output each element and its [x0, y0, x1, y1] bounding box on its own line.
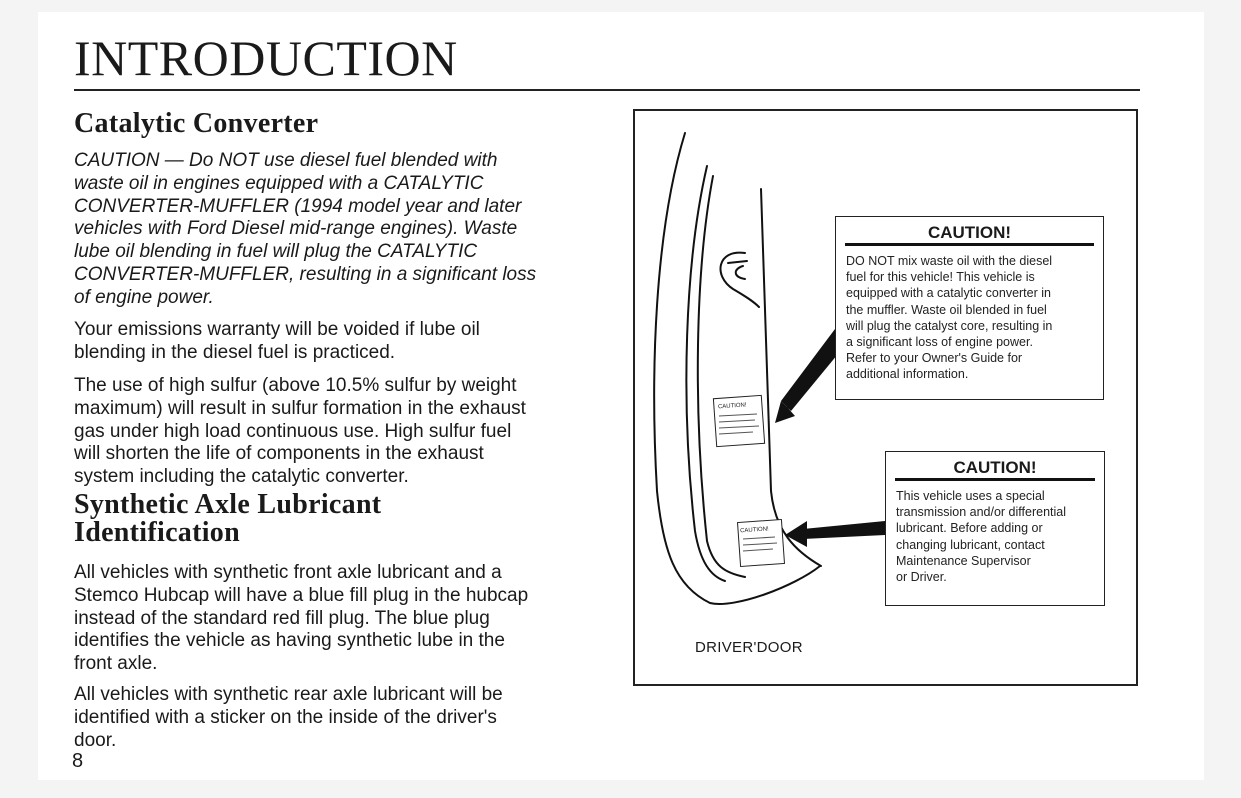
driver-door-figure — [633, 109, 1138, 686]
text-line: All vehicles with synthetic front axle lubricant and a — [74, 562, 502, 583]
text-line: Stemco Hubcap will have a blue fill plug in the hubcap — [74, 584, 529, 606]
front-axle-paragraph — [74, 562, 594, 676]
text-line: CAUTION — Do NOT use diesel fuel blended with — [74, 150, 498, 171]
text-line: fuel for this vehicle! This vehicle is — [846, 270, 1035, 285]
text-line: The use of high sulfur (above 10.5% sulfur by weight — [74, 375, 517, 396]
sticker-2-label: CAUTION! — [739, 526, 769, 535]
sticker-1-label: CAUTION! — [717, 402, 747, 411]
figure-label: DRIVER'DOOR — [695, 639, 803, 656]
heading-line: Synthetic Axle Lubricant — [74, 489, 382, 520]
text-line: the muffler. Waste oil blended in fuel — [846, 302, 1047, 317]
text-line: additional information. — [846, 367, 969, 382]
door-inner-edge-2 — [698, 176, 745, 577]
text-line: of engine power. — [74, 286, 214, 308]
text-line: system including the catalytic converter. — [74, 466, 409, 488]
text-line: instead of the standard red fill plug. The blue plug — [74, 607, 490, 629]
text-line: front axle. — [74, 653, 158, 675]
caution-text — [886, 481, 1104, 585]
text-line: waste oil in engines equipped with a CATALYTIC — [74, 172, 484, 194]
heading-line: Identification — [74, 517, 240, 548]
text-line: door. — [74, 729, 117, 751]
door-handle-inner — [736, 266, 745, 279]
rear-axle-paragraph — [74, 684, 594, 752]
text-line: lube oil blending in fuel will plug the CATALYTIC — [74, 241, 478, 263]
text-line: transmission and/or differential — [896, 505, 1066, 520]
caution-title: CAUTION! — [953, 458, 1037, 477]
warranty-paragraph — [74, 319, 594, 365]
catalytic-caution-paragraph — [74, 150, 594, 310]
text-line: DO NOT mix waste oil with the diesel — [846, 254, 1053, 268]
caution-box-catalytic — [835, 216, 1104, 400]
door-handle-top — [728, 261, 747, 263]
text-line: maximum) will result in sulfur formation in the exhaust — [74, 397, 526, 419]
text-line: will plug the catalyst core, resulting in — [846, 318, 1053, 333]
page-number: 8 — [72, 750, 84, 772]
text-line: or Driver. — [896, 570, 947, 585]
page-title: INTRODUCTION — [74, 30, 458, 86]
text-line: lubricant. Before adding or — [896, 521, 1043, 536]
text-line: CONVERTER-MUFFLER (1994 model year and later — [74, 195, 522, 217]
text-line: All vehicles with synthetic rear axle lubricant will be — [74, 684, 503, 705]
catalytic-heading: Catalytic Converter — [74, 108, 319, 139]
text-line: a significant loss of engine power. — [846, 335, 1033, 350]
text-line: changing lubricant, contact — [896, 537, 1045, 552]
text-line: This vehicle uses a special — [896, 489, 1045, 503]
text-line: will shorten the life of components in the exhaust — [74, 443, 484, 465]
sulfur-paragraph — [74, 375, 594, 489]
arrow-2-shaft — [803, 521, 885, 539]
text-line: blending in the diesel fuel is practiced. — [74, 341, 396, 363]
caution-text — [836, 246, 1103, 383]
text-line: Maintenance Supervisor — [896, 553, 1031, 568]
text-line: identifies the vehicle as having synthetic lube in the — [74, 630, 505, 652]
text-line: gas under high load continuous use. High sulfur fuel — [74, 420, 512, 442]
text-line: equipped with a catalytic converter in — [846, 286, 1051, 301]
text-line: vehicles with Ford Diesel mid-range engines). Waste — [74, 218, 518, 240]
synthetic-heading — [74, 491, 381, 547]
text-line: CONVERTER-MUFFLER, resulting in a significant loss — [74, 263, 537, 285]
text-line: identified with a sticker on the inside of the driver's — [74, 706, 497, 728]
title-rule — [74, 89, 1140, 91]
caution-box-lubricant — [885, 451, 1105, 606]
text-line: Refer to your Owner's Guide for — [846, 351, 1023, 366]
text-line: Your emissions warranty will be voided if lube oil — [74, 319, 480, 340]
arrow-2-head — [785, 521, 807, 547]
caution-title: CAUTION! — [927, 223, 1012, 242]
